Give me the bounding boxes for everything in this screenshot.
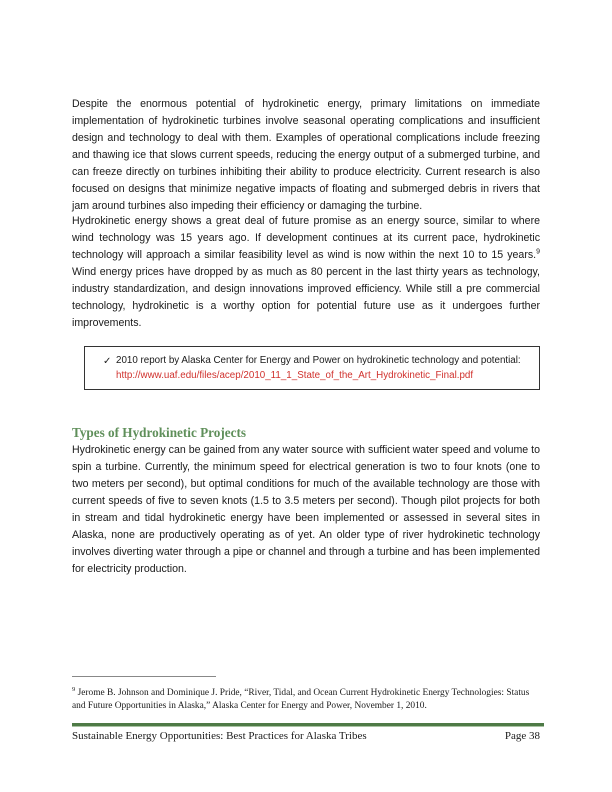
report-link[interactable]: http://www.uaf.edu/files/acep/2010_11_1_State_of_the_Art_Hydrokinetic_Final.pdf: [116, 370, 474, 381]
checkmark-icon: ✓: [103, 356, 112, 367]
paragraph-future-promise: [72, 213, 540, 332]
footnote: [72, 683, 542, 713]
section-heading: Types of Hydrokinetic Projects: [72, 425, 246, 440]
footnote-number: 9: [72, 686, 76, 693]
footer-title: Sustainable Energy Opportunities: Best Practices for Alaska Tribes: [72, 730, 367, 742]
resource-note-box: [84, 346, 540, 390]
footer-rule-accent: [72, 726, 544, 727]
paragraph-text: Wind energy prices have dropped by as much as 80 percent in the last thirty years as technology, industry standardization, and design innovations improved efficiency. While still a pre commercial technology, hydrokinetic is a worthy option for potential future use as it undergoes further improvements.: [72, 266, 540, 329]
page-number: Page 38: [504, 730, 540, 742]
paragraph-text: Hydrokinetic energy shows a great deal of future promise as an energy source, similar to where wind technology was 15 years ago. If development continues at its current pace, hydrokinetic technology will approach a similar feasibility level as wind is now within the next 10 to 15 years.: [72, 215, 540, 261]
footnote-separator: [72, 676, 216, 677]
footnote-text: Jerome B. Johnson and Dominique J. Pride, “River, Tidal, and Ocean Current Hydrokinetic Energy Technologies: Status and Future Opportunities in Alaska,” Alaska Center for Energy and Power, November 1, 2010.: [72, 688, 530, 712]
note-text: 2010 report by Alaska Center for Energy and Power on hydrokinetic technology and potential:: [116, 355, 521, 366]
paragraph-limitations: Despite the enormous potential of hydrokinetic energy, primary limitations on immediate implementation of hydrokinetic turbines involve seasonal operating complications and insufficient design and technology to deal with them. Examples of operational complications include freezing and thawing ice that slows current speeds, reducing the energy output of a submerged turbine, and can freeze directly on turbines inhibiting their ability to produce electricity. Current research is also focused on designs that minimize negative impacts of floating and submerged debris in rivers that jam around turbines also impeding their efficiency or damaging the turbine.: [72, 98, 540, 212]
footnote-reference[interactable]: 9: [536, 248, 540, 256]
paragraph-project-types: Hydrokinetic energy can be gained from any water source with sufficient water speed and volume to spin a turbine. Currently, the minimum speed for electrical generation is two to four knots (one to two meters per second), but optimal conditions for much of the available technology are those with current speeds of five to seven knots (1.5 to 3.5 meters per second). Though pilot projects for both in stream and tidal hydrokinetic energy have been implemented or assessed in several sites in Alaska, none are productively operating as of yet. An older type of river hydrokinetic technology involves diverting water through a pipe or channel and through a turbine and has been implemented for electricity production.: [72, 444, 540, 575]
